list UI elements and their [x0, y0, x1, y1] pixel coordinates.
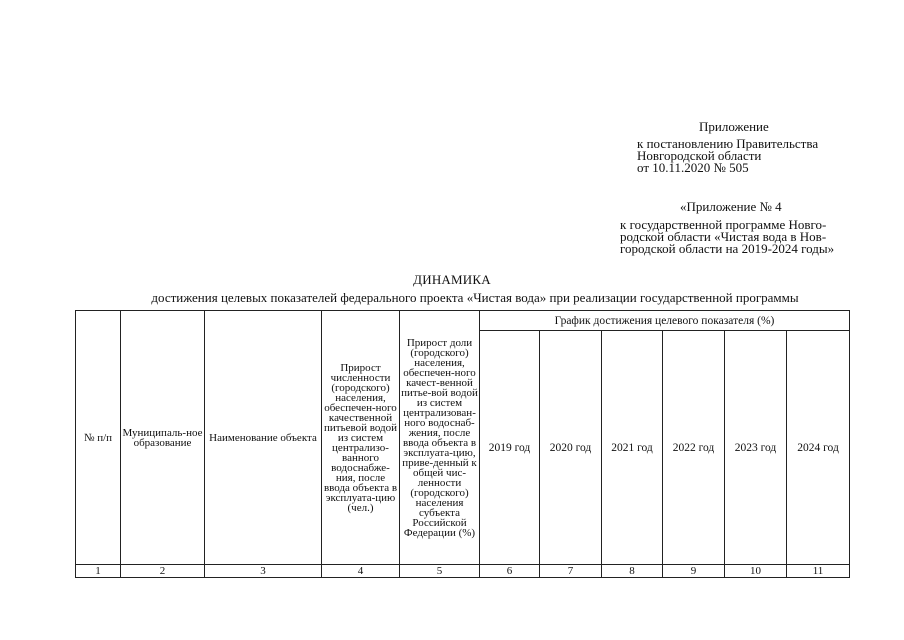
header-year: 2020 год [540, 331, 602, 565]
column-number: 10 [725, 565, 787, 578]
column-number: 2 [121, 565, 205, 578]
header-object-name: Наименование объекта [205, 311, 322, 565]
appendix-details [637, 138, 818, 174]
column-numbers-row [76, 565, 850, 578]
appendix-title: Приложение [699, 119, 769, 134]
column-number: 7 [540, 565, 602, 578]
document-title: ДИНАМИКА [413, 272, 491, 287]
column-number: 5 [400, 565, 480, 578]
column-number: 1 [76, 565, 121, 578]
header-population-growth: Прирост численности (городского) населения, обеспечен-ного качественной питьевой водой из систем централизо-ванного водоснабже-ния, после ввода объекта в эксплуата-цию (чел.) [322, 311, 400, 565]
appendix-line: к постановлению Правительства [637, 136, 819, 151]
document-subtitle: достижения целевых показателей федерального проекта «Чистая вода» при реализации государственной программы [151, 290, 799, 305]
annex-line: городской области на 2019-2024 годы» [620, 241, 835, 256]
header-schedule-group: График достижения целевого показателя (%) [480, 311, 850, 331]
header-year: 2023 год [725, 331, 787, 565]
header-year: 2024 год [787, 331, 850, 565]
header-year: 2019 год [480, 331, 540, 565]
column-number: 9 [663, 565, 725, 578]
header-municipality: Муниципаль-ное образование [121, 311, 205, 565]
column-number: 8 [602, 565, 663, 578]
column-number: 6 [480, 565, 540, 578]
indicators-table [75, 310, 850, 578]
annex-line: родской области «Чистая вода в Нов- [620, 229, 827, 244]
column-number: 4 [322, 565, 400, 578]
column-number: 11 [787, 565, 850, 578]
header-share-growth: Прирост доли (городского) населения, обеспечен-ного качест-венной питье-вой водой из систем централизован-ного водоснаб-жения, после ввода объекта в эксплуата-цию, приве-денный к общей чис-ленности (городского) населения субъекта Российской Федерации (%) [400, 311, 480, 565]
annex-details [620, 219, 834, 255]
header-year: 2022 год [663, 331, 725, 565]
column-number: 3 [205, 565, 322, 578]
annex-line: к государственной программе Новго- [620, 217, 827, 232]
annex-title: «Приложение № 4 [680, 199, 782, 214]
appendix-line: от 10.11.2020 № 505 [637, 160, 749, 175]
header-year: 2021 год [602, 331, 663, 565]
appendix-line: Новгородской области [637, 148, 762, 163]
header-number: № п/п [76, 311, 121, 565]
